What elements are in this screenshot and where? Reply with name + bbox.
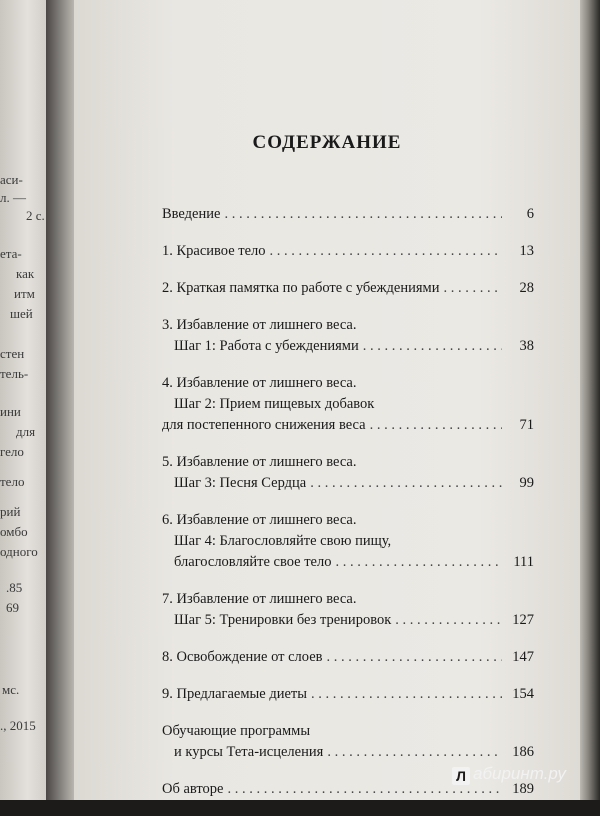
toc-entry-title: 9. Предлагаемые диеты: [162, 686, 307, 702]
left-page-text: ., 2015: [0, 718, 36, 733]
left-page-text: итм: [14, 286, 35, 301]
toc-entry-introduction: [162, 204, 534, 225]
toc-entry-subtitle: Шаг 1: Работа с убеждениями: [174, 338, 359, 354]
right-page: [74, 0, 580, 800]
toc-entry-subtitle: для постепенного снижения веса: [162, 417, 366, 433]
toc-entry-subtitle: и курсы Тета-исцеления: [174, 744, 324, 760]
dot-leader: [395, 610, 502, 631]
left-page-text: гело: [0, 444, 24, 459]
left-page-text: 2 с.: [26, 208, 45, 223]
left-page-text: шей: [10, 306, 33, 321]
dot-leader: [311, 684, 502, 705]
toc-entry-subtitle: Шаг 5: Тренировки без тренировок: [174, 612, 392, 628]
toc-entry-title: 6. Избавление от лишнего веса.: [162, 512, 357, 528]
toc-page-number: 99: [519, 475, 534, 491]
left-page-text: мс.: [2, 682, 20, 697]
left-page-text: стен: [0, 346, 25, 361]
page-edge: [580, 0, 600, 800]
toc-page-number: 38: [519, 338, 534, 354]
left-page: [0, 0, 46, 800]
toc-entry-chapter-3: [162, 315, 534, 357]
toc-entry-subtitle: благословляйте свое тело: [174, 554, 332, 570]
toc-page-number: 127: [512, 612, 534, 628]
left-page-text: тель-: [0, 366, 29, 381]
toc-entry-chapter-8: [162, 647, 534, 668]
toc-page-number: 154: [512, 686, 534, 702]
toc-entry-chapter-1: [162, 241, 534, 262]
toc-page-number: 71: [519, 417, 534, 433]
toc-entry-chapter-4: [162, 373, 534, 436]
toc-entry-chapter-6: [162, 510, 534, 573]
toc-page-number: 147: [512, 649, 534, 665]
left-page-text: как: [16, 266, 35, 281]
left-page-text: одного: [0, 544, 38, 559]
toc-entry-title: 7. Избавление от лишнего веса.: [162, 591, 357, 607]
page-title: СОДЕРЖАНИЕ: [252, 132, 402, 153]
toc-entry-subtitle: Шаг 2: Прием пищевых добавок: [174, 396, 375, 412]
toc-entry-subtitle: Шаг 4: Благословляйте свою пищу,: [174, 533, 392, 549]
toc-entry-title: 2. Краткая памятка по работе с убеждениями: [162, 280, 440, 296]
left-page-text: аси-: [0, 172, 23, 187]
toc-page-number: 186: [512, 744, 534, 760]
toc-entry-title: Обучающие программы: [162, 723, 311, 739]
watermark: [452, 764, 566, 785]
dot-leader: [444, 278, 503, 299]
dot-leader: [310, 473, 502, 494]
toc-entry-title: 4. Избавление от лишнего веса.: [162, 375, 357, 391]
dot-leader: [224, 204, 502, 225]
toc-page-number: 6: [526, 206, 534, 222]
toc-entry-chapter-7: [162, 589, 534, 631]
toc-entry-title: 3. Избавление от лишнего веса.: [162, 317, 357, 333]
book-gutter: [46, 0, 74, 800]
dot-leader: [326, 647, 502, 668]
watermark-text: абиринт.ру: [473, 764, 566, 783]
toc-entry-title: 8. Освобождение от слоев: [162, 649, 323, 665]
labirint-logo-icon: Л: [452, 767, 470, 785]
dot-leader: [270, 241, 502, 262]
toc-entry-chapter-5: [162, 452, 534, 494]
toc-entry-chapter-9: [162, 684, 534, 705]
left-page-text: омбо: [0, 524, 28, 539]
toc-entry-chapter-2: [162, 278, 534, 299]
toc-entry-title: Введение: [162, 206, 221, 222]
toc-entry-subtitle: Шаг 3: Песня Сердца: [174, 475, 307, 491]
dot-leader: [363, 336, 502, 357]
left-page-text: для: [16, 424, 36, 439]
dot-leader: [335, 552, 502, 573]
left-page-text: л. —: [0, 190, 26, 205]
left-page-text: ини: [0, 404, 21, 419]
toc-page-number: 13: [519, 243, 534, 259]
dot-leader: [370, 415, 502, 436]
toc-page-number: 28: [519, 280, 534, 296]
left-page-text: 69: [6, 600, 19, 615]
toc-entry-title: 1. Красивое тело: [162, 243, 266, 259]
dot-leader: [327, 742, 502, 763]
toc-entry-title: Об авторе: [162, 781, 224, 797]
table-of-contents: [162, 204, 534, 816]
toc-entry-programs: [162, 721, 534, 763]
toc-entry-title: 5. Избавление от лишнего веса.: [162, 454, 357, 470]
left-page-text: рий: [0, 504, 21, 519]
toc-page-number: 111: [513, 554, 534, 570]
left-page-text: тело: [0, 474, 25, 489]
left-page-text: ета-: [0, 246, 22, 261]
left-page-text: .85: [6, 580, 23, 595]
toc-page-number: 189: [512, 781, 534, 797]
